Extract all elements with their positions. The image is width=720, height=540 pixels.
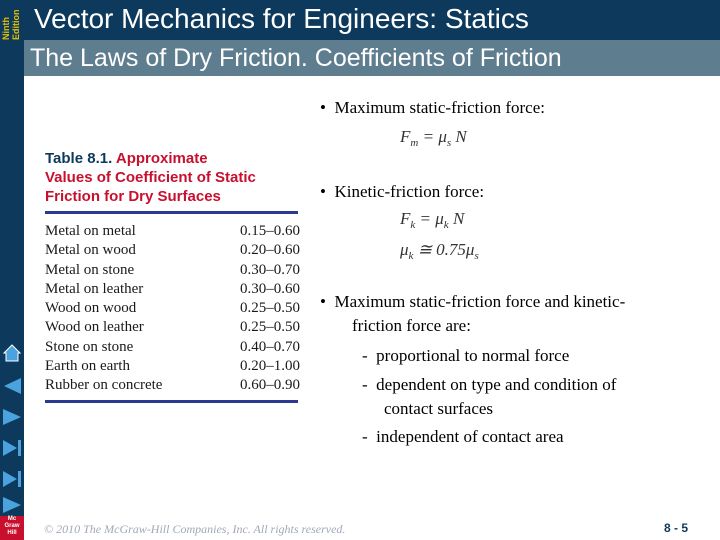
table-row: Wood on wood 0.25–0.50 xyxy=(45,300,300,317)
table-row: Metal on wood 0.20–0.60 xyxy=(45,242,300,259)
table-title xyxy=(45,149,305,206)
table-row: Metal on metal 0.15–0.60 xyxy=(45,223,300,239)
previous-slide-icon[interactable] xyxy=(1,406,23,428)
last-slide-icon[interactable] xyxy=(1,468,23,490)
table-row: Rubber on concrete 0.60–0.90 xyxy=(45,377,300,394)
equation-kinetic-force: $F_k = \mu_k$ N xyxy=(400,209,465,231)
equation-static-max: $F_m = \mu_s$ N xyxy=(400,127,467,149)
exit-icon[interactable] xyxy=(1,494,23,516)
title-bar xyxy=(24,0,720,40)
bullet-properties-cont: friction force are: xyxy=(352,316,471,335)
first-slide-icon[interactable] xyxy=(1,375,23,397)
slide-title: The Laws of Dry Friction. Coefficients of Friction xyxy=(30,44,562,72)
bullet-properties: • Maximum static-friction force and kinetic- xyxy=(320,292,626,311)
table-row: Wood on leather 0.25–0.50 xyxy=(45,319,300,336)
bullet-static-max: • Maximum static-friction force: xyxy=(320,98,545,117)
page-number: 8 - 5 xyxy=(664,521,689,535)
table-title-line1: Approximate xyxy=(115,150,208,167)
table-title-line3: Friction for Dry Surfaces xyxy=(45,188,221,205)
equation-kinetic-coefficient: $\mu_k$ ≅ $0.75\mu_s$ xyxy=(400,240,479,262)
subtitle-bar xyxy=(24,40,720,76)
table-rows xyxy=(45,222,300,396)
edition-text: Ninth Edition xyxy=(1,9,21,40)
publisher-logo: Mc Graw Hill xyxy=(0,516,24,540)
table-row: Metal on stone 0.30–0.70 xyxy=(45,261,300,278)
dash-independent: - independent of contact area xyxy=(362,427,564,446)
dash-dependent-cont: contact surfaces xyxy=(384,399,494,418)
table-row: Stone on stone 0.40–0.70 xyxy=(45,338,300,355)
copyright-notice: © 2010 The McGraw-Hill Companies, Inc. All rights reserved. xyxy=(44,522,346,536)
course-title: Vector Mechanics for Engineers: Statics xyxy=(34,3,529,34)
home-icon[interactable] xyxy=(1,342,23,364)
table-row: Metal on leather 0.30–0.60 xyxy=(45,280,300,297)
table-label: Table 8.1. xyxy=(45,150,113,167)
table-top-rule xyxy=(45,211,298,214)
table-bottom-rule xyxy=(45,400,298,403)
table-title-line2: Values of Coefficient of Static xyxy=(45,169,256,186)
next-slide-icon[interactable] xyxy=(1,437,23,459)
left-sidebar xyxy=(0,0,24,540)
table-row: Earth on earth 0.20–1.00 xyxy=(45,358,300,375)
dash-dependent: - dependent on type and condition of xyxy=(362,375,617,394)
edition-label xyxy=(0,0,24,40)
bullet-kinetic: • Kinetic-friction force: xyxy=(320,182,485,201)
friction-coefficient-table xyxy=(40,145,302,405)
dash-proportional: - proportional to normal force xyxy=(362,346,570,365)
